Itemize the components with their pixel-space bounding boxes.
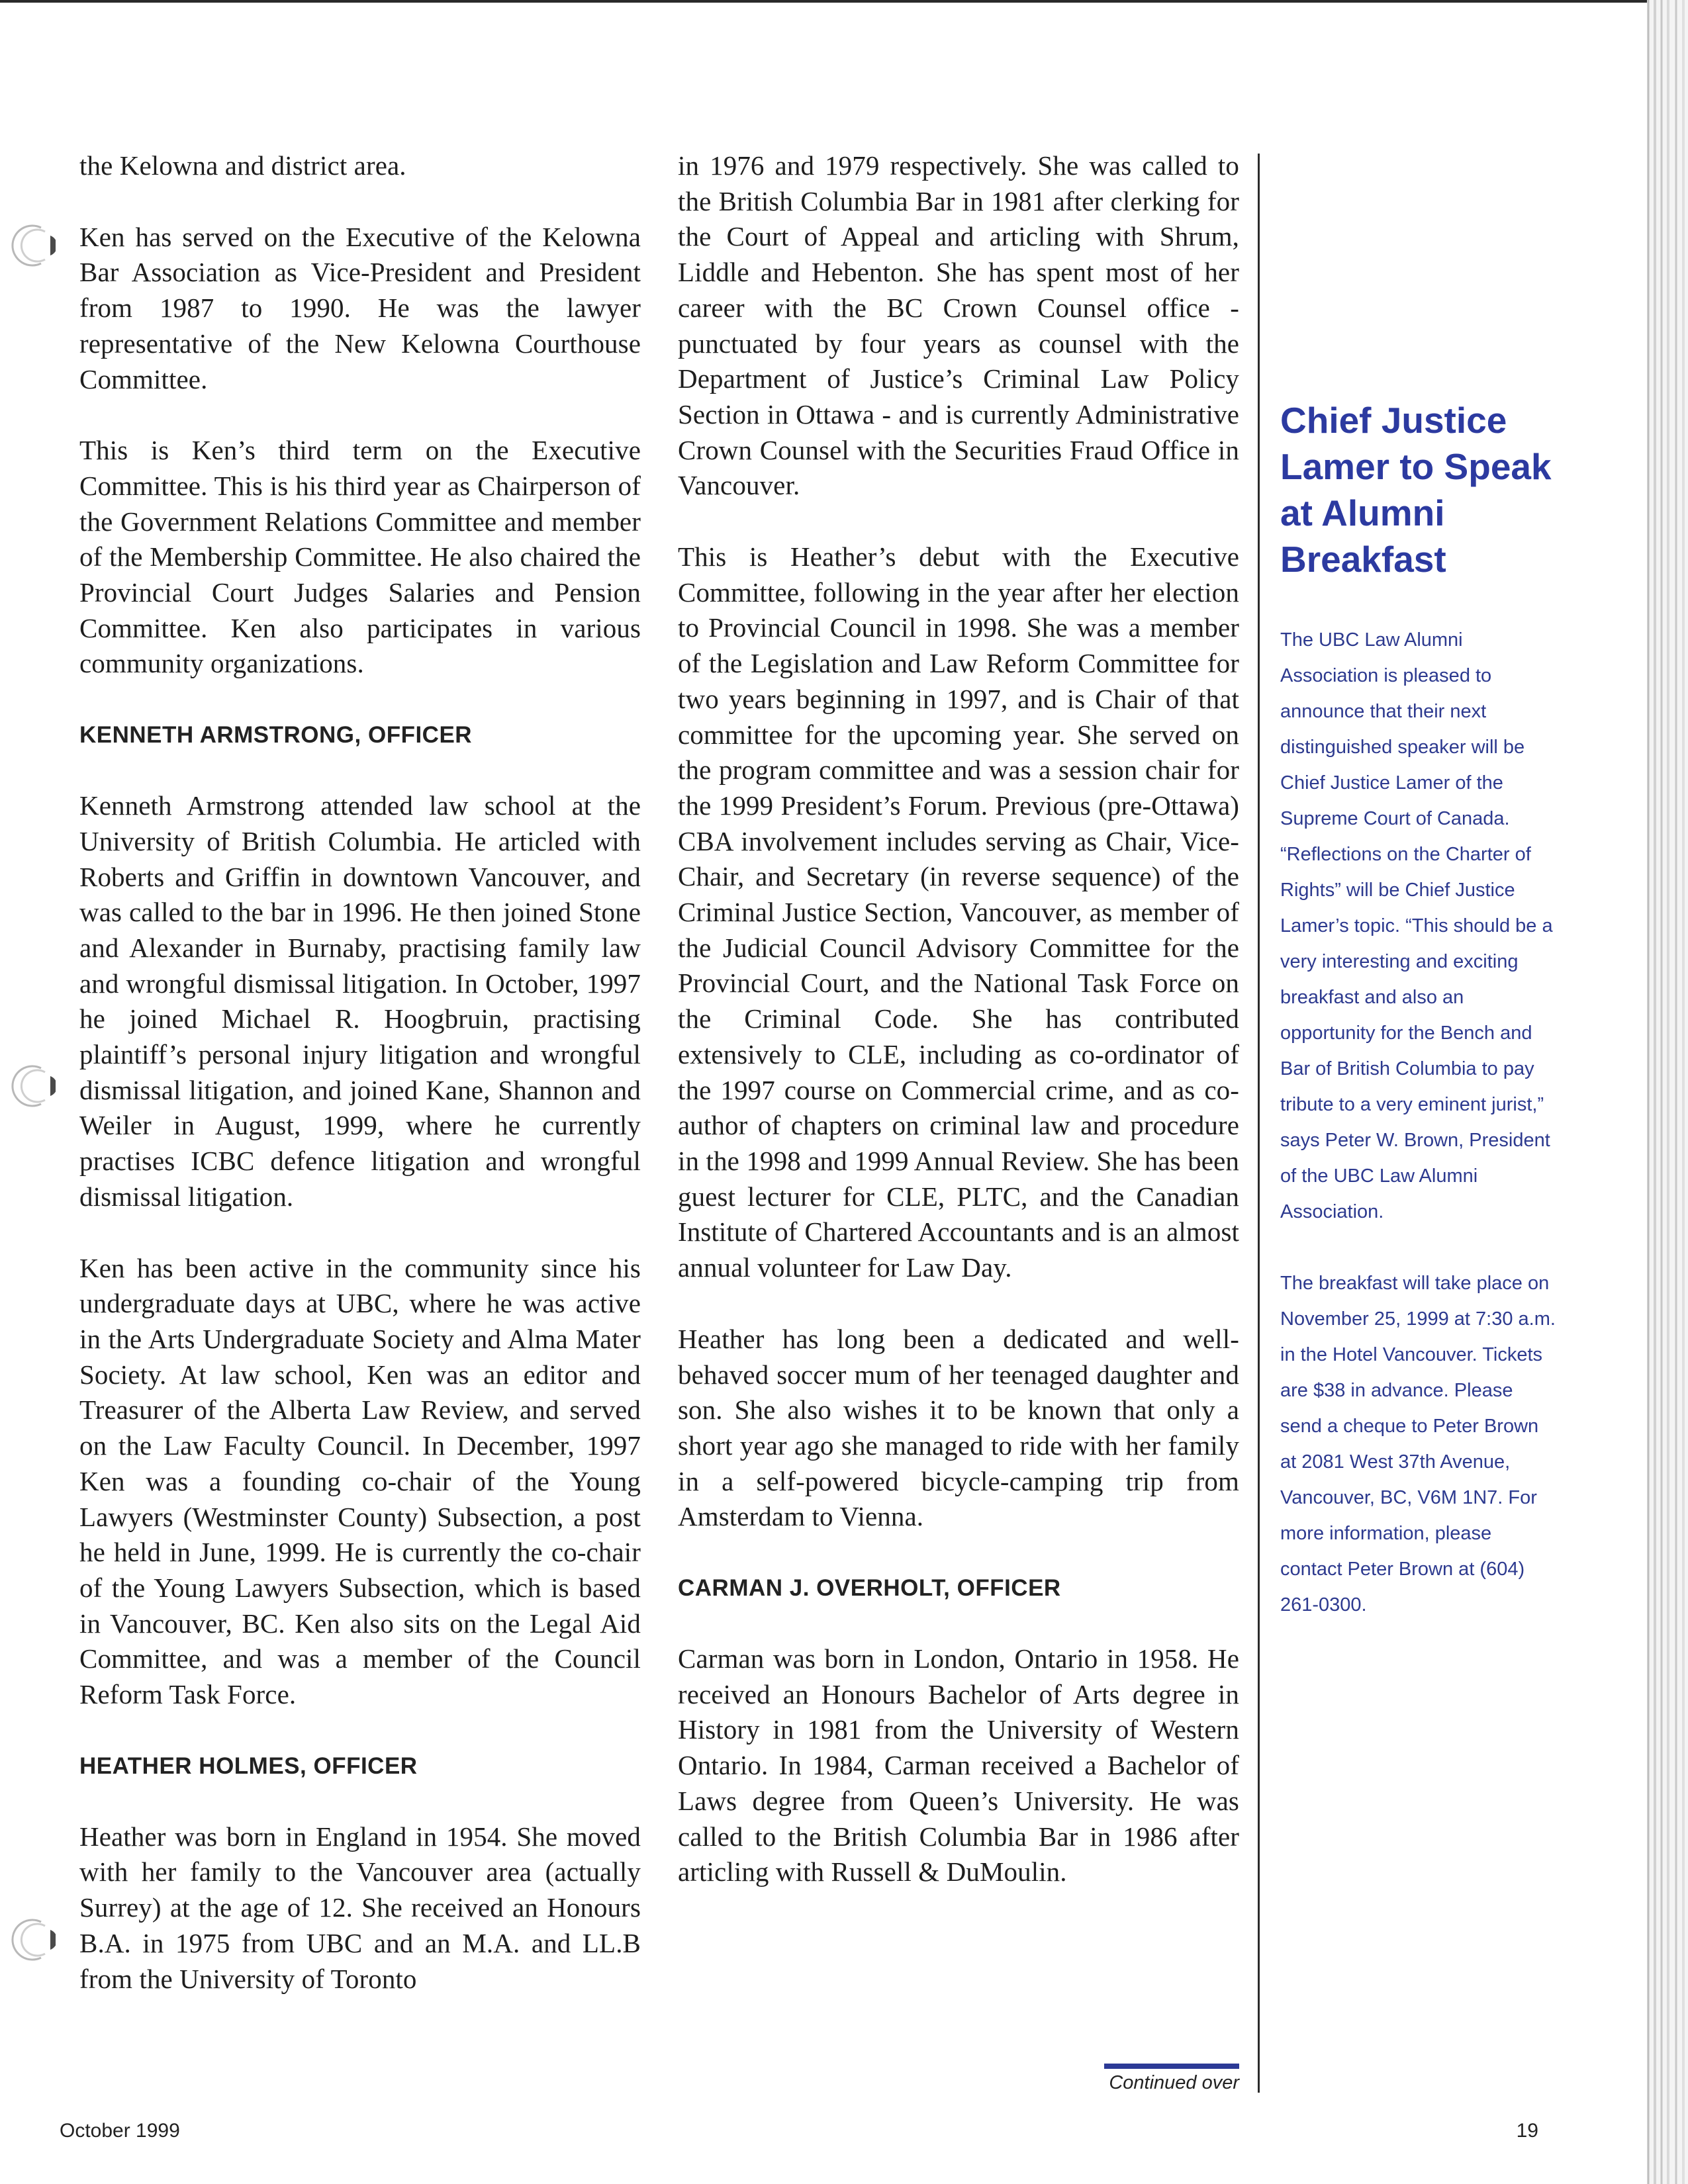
punch-hole-icon	[9, 1917, 56, 1963]
page-number: 19	[1516, 2120, 1538, 2142]
sidebar-announcement	[1280, 397, 1558, 1659]
section-heading: HEATHER HOLMES, OFFICER	[79, 1752, 418, 1779]
footer-date: October 1999	[60, 2120, 180, 2142]
paragraph: Ken has been active in the community since his undergraduate days at UBC, where he was active in the Arts Undergraduate Society and Alma Mater Society. At law school, Ken was an editor and Treasurer of the Alberta Law Review, and served on the Law Faculty Council. In December, 1997 Ken was a founding co-chair of the Young Lawyers (Westminster County) Subsection, a post he held in June, 1999. He is currently the co-chair of the Young Lawyers Subsection, which is based in Vancouver, BC. Ken also sits on the Legal Aid Committee, and was a member of the Council Reform Task Force.	[79, 1252, 641, 1710]
sidebar-paragraph: The UBC Law Alumni Association is pleased to announce that their next distinguished speaker will be Chief Justice Lamer of the Supreme Court of Canada. “Reflections on the Charter of Rights” will be Chief Justice Lamer’s topic. “This should be a very interesting and exciting breakfast and also an opportunity for the Bench and Bar of British Columbia to pay tribute to a very eminent jurist,” says Peter W. Brown, President of the UBC Law Alumni Association.	[1280, 629, 1553, 1222]
column-divider	[1258, 154, 1260, 2093]
page-edge	[1647, 0, 1688, 2184]
paragraph: in 1976 and 1979 respectively. She was called to the British Columbia Bar in 1981 after clerking for the Court of Appeal and articling with Shrum, Liddle and Hebenton. She has spent most of her career with the BC Crown Counsel office - punctuated by four years as counsel with the Department of Justice’s Criminal Law Policy Section in Ottawa - and is currently Administrative Crown Counsel with the Securities Fraud Office in Vancouver.	[678, 150, 1239, 501]
scan-edge-top	[0, 0, 1688, 3]
sidebar-title: Chief Justice Lamer to Speak at Alumni Breakfast	[1280, 400, 1552, 580]
section-heading: CARMAN J. OVERHOLT, OFFICER	[678, 1575, 1061, 1602]
paragraph: Heather has long been a dedicated and well-behaved soccer mum of her teenaged daughter and son. She also wishes it to be known that only a short year ago she managed to ride with her family in a self-powered bicycle-camping trip from Amsterdam to Vienna.	[678, 1323, 1239, 1532]
continued-rule	[1104, 2064, 1239, 2069]
paragraph: Ken has served on the Executive of the Kelowna Bar Association as Vice-President and President from 1987 to 1990. He was the lawyer representative of the New Kelowna Courthouse Committee.	[79, 221, 641, 394]
paragraph: the Kelowna and district area.	[79, 150, 406, 181]
paragraph: This is Ken’s third term on the Executive Committee. This is his third year as Chairperson of the Government Relations Committee and member of the Membership Committee. He also chaired the Provincial Court Judges Salaries and Pension Committee. Ken also participates in various community organizations.	[79, 435, 641, 679]
article-column-middle	[678, 148, 1239, 1926]
punch-hole-icon	[9, 222, 56, 269]
sidebar-paragraph: The breakfast will take place on November 25, 1999 at 7:30 a.m. in the Hotel Vancouver. Tickets are $38 in advance. Please send a cheque to Peter Brown at 2081 West 37th Avenue, Vancouver, BC, V6M 1N7. For more information, please contact Peter Brown at (604) 261-0300.	[1280, 1273, 1556, 1615]
continued-over-label: Continued over	[1109, 2072, 1239, 2093]
paragraph: Kenneth Armstrong attended law school at the University of British Columbia. He articled with Roberts and Griffin in downtown Vancouver, and was called to the bar in 1996. He then joined Stone and Alexander in Burnaby, practising family law and wrongful dismissal litigation. In October, 1997 he joined Michael R. Hoogbruin, practising plaintiff’s personal injury litigation and wrongful dismissal litigation, and joined Kane, Shannon and Weiler in August, 1999, where he currently practises ICBC defence litigation and wrongful dismissal litigation.	[79, 790, 641, 1212]
paragraph: Heather was born in England in 1954. She moved with her family to the Vancouver area (actually Surrey) at the age of 12. She received an Honours B.A. in 1975 from UBC and an M.A. and LL.B from the University of Toronto	[79, 1821, 641, 1994]
paragraph: This is Heather’s debut with the Executive Committee, following in the year after her election to Provincial Council in 1998. She was a member of the Legislation and Law Reform Committee for two years beginning in 1997, and is Chair of that committee for the upcoming year. She served on the program committee and was a session chair for the 1999 President’s Forum. Previous (pre-Ottawa) CBA involvement includes serving as Chair, Vice-Chair, and Secretary (in reverse sequence) of the Criminal Justice Section, Vancouver, as member of the Judicial Council Advisory Committee for the Provincial Court, and the National Task Force on the Criminal Code. She has contributed extensively to CLE, including as co-ordinator of the 1997 course on Commercial crime, and as co-author of chapters on criminal law and procedure in the 1998 and 1999 Annual Review. She has been guest lecturer for CLE, PLTC, and the Canadian Institute of Chartered Accountants and is an almost annual volunteer for Law Day.	[678, 541, 1239, 1283]
punch-hole-icon	[9, 1063, 56, 1109]
article-column-left	[79, 148, 641, 2032]
section-heading: KENNETH ARMSTRONG, OFFICER	[79, 722, 473, 749]
paragraph: Carman was born in London, Ontario in 1958. He received an Honours Bachelor of Arts degree in History in 1981 from the University of Western Ontario. In 1984, Carman received a Bachelor of Laws degree from Queen’s University. He was called to the British Columbia Bar in 1986 after articling with Russell & DuMoulin.	[678, 1643, 1239, 1888]
